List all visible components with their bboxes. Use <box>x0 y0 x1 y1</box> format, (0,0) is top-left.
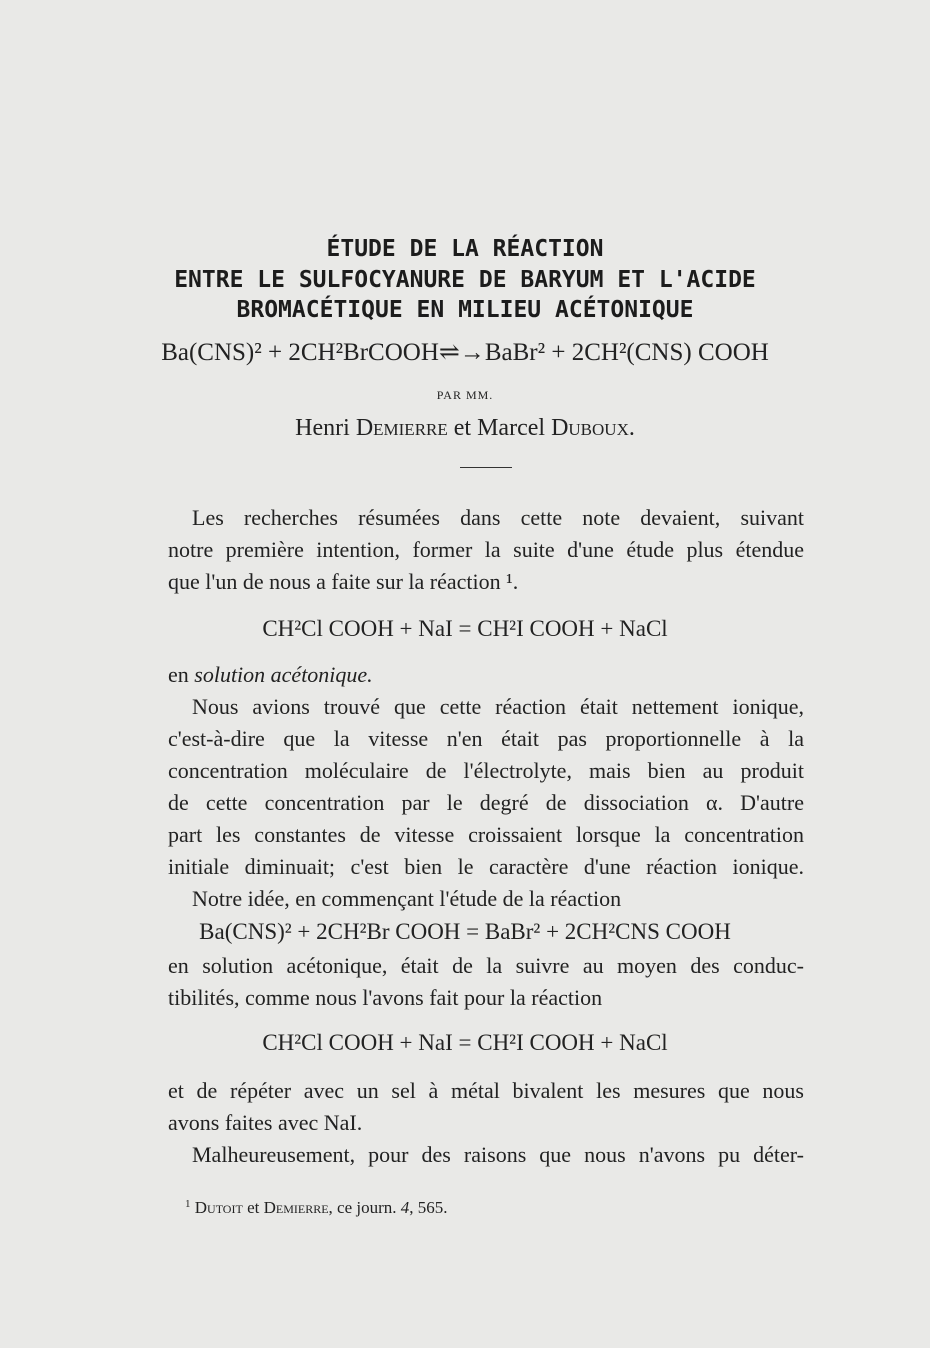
body-line: Malheureusement, pour des raisons que nous n'avons pu déter- <box>192 1142 804 1167</box>
footnote-author-2: Demierre <box>263 1198 329 1217</box>
italic-text: solution acétonique. <box>194 662 373 687</box>
footnote-marker: 1 <box>185 1198 191 1210</box>
body-line: notre première intention, former la suite d'une étude plus étendue <box>168 537 804 562</box>
body-line: Notre idée, en commençant l'étude de la réaction <box>192 886 622 911</box>
body-text: en <box>168 662 189 687</box>
equation-2: Ba(CNS)² + 2CH²Br COOH = BaBr² + 2CH²CNS COOH <box>199 919 731 944</box>
footnote-ref-text: , ce journ. <box>328 1198 397 1217</box>
body-line: avons faites avec NaI. <box>168 1110 363 1135</box>
title-equation: Ba(CNS)² + 2CH²BrCOOH⇌→BaBr² + 2CH²(CNS) COOH <box>161 339 769 366</box>
body-line: part les constantes de vitesse croissaient lorsque la concentration <box>168 822 804 847</box>
body-line <box>168 660 804 690</box>
authors-line <box>0 413 930 443</box>
body-line: Les recherches résumées dans cette note devaient, suivant <box>192 505 804 530</box>
authors-period: . <box>628 415 635 441</box>
author-1-first-name: Henri <box>295 415 350 441</box>
footnote-page: , 565. <box>409 1198 448 1217</box>
article-title-line-2: ENTRE LE SULFOCYANURE DE BARYUM ET L'ACIDE <box>174 267 756 293</box>
body-line: de cette concentration par le degré de dissociation α. D'autre <box>168 790 804 815</box>
par-mm-label: PAR MM. <box>436 388 494 402</box>
separator-rule <box>460 467 512 468</box>
authors-conjunction: et <box>453 415 472 441</box>
author-2-last-name: Duboux <box>551 415 629 441</box>
body-line: c'est-à-dire que la vitesse n'en était pas proportionnelle à la <box>168 726 804 751</box>
author-2-first-name: Marcel <box>477 415 546 441</box>
body-line: initiale diminuait; c'est bien le caractère d'une réaction ionique. <box>168 854 804 879</box>
footnote <box>185 1193 448 1219</box>
equation-3: CH²Cl COOH + NaI = CH²I COOH + NaCl <box>262 1030 668 1055</box>
footnote-volume: 4 <box>400 1198 410 1217</box>
author-1-last-name: Demierre <box>355 415 448 441</box>
article-title-line-1: ÉTUDE DE LA RÉACTION <box>326 236 604 262</box>
body-line: Nous avions trouvé que cette réaction était nettement ionique, <box>192 694 804 719</box>
body-line: tibilités, comme nous l'avons fait pour la réaction <box>168 985 603 1010</box>
body-line: que l'un de nous a faite sur la réaction ¹. <box>168 569 519 594</box>
footnote-conjunction: et <box>247 1198 260 1217</box>
body-line: et de répéter avec un sel à métal bivalent les mesures que nous <box>168 1078 804 1103</box>
footnote-author-1: Dutoit <box>194 1198 243 1217</box>
body-line: en solution acétonique, était de la suivre au moyen des conduc- <box>168 953 804 978</box>
article-title-line-3: BROMACÉTIQUE EN MILIEU ACÉTONIQUE <box>236 297 694 323</box>
body-line: concentration moléculaire de l'électrolyte, mais bien au produit <box>168 758 804 783</box>
equation-1: CH²Cl COOH + NaI = CH²I COOH + NaCl <box>262 616 668 641</box>
